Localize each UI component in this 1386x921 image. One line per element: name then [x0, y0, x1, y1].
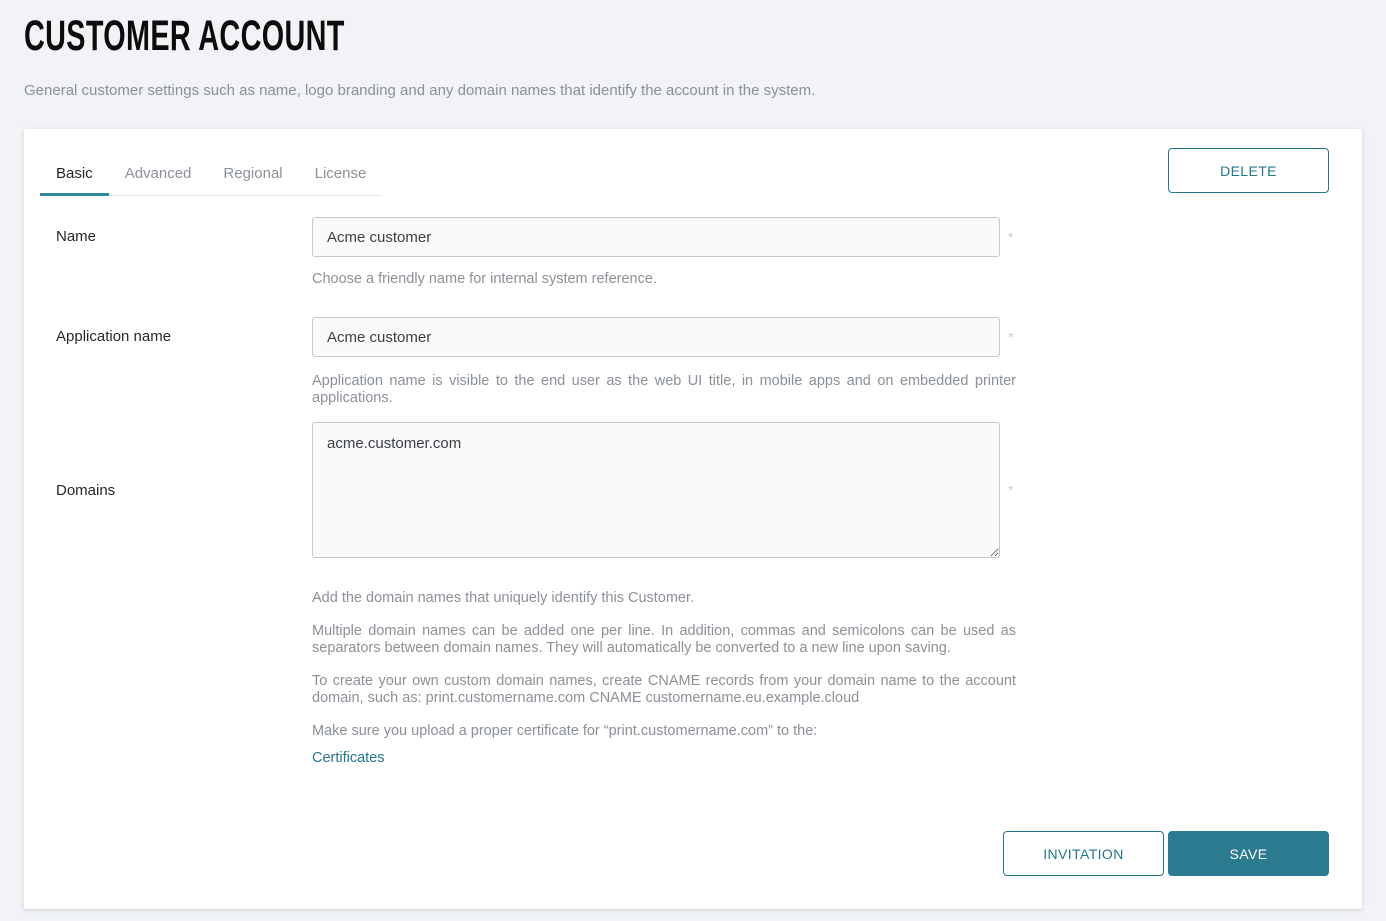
delete-button[interactable]: DELETE [1168, 148, 1329, 193]
domains-row [56, 422, 1329, 558]
card-header [56, 148, 1329, 196]
page-subtitle: General customer settings such as name, logo branding and any domain names that identify the account in the system. [24, 82, 816, 100]
domains-help-block [312, 590, 1329, 767]
domains-help-4: Make sure you upload a proper certificate for “print.customername.com” to the: [312, 723, 818, 740]
tab-license[interactable]: License [314, 165, 367, 183]
domains-textarea[interactable] [312, 422, 1000, 558]
required-marker: * [1008, 329, 1014, 346]
tab-bar [40, 155, 382, 196]
required-marker: * [1008, 229, 1014, 246]
customer-form [56, 217, 1329, 767]
tab-basic[interactable]: Basic [40, 155, 109, 195]
application-name-label: Application name [56, 328, 172, 346]
name-row [56, 217, 1329, 288]
domains-label: Domains [56, 481, 116, 499]
application-name-help: Application name is visible to the end user as the web UI title, in mobile apps and on embedded printer applications. [312, 373, 1016, 407]
page-title: CUSTOMER ACCOUNT [24, 12, 345, 60]
tab-advanced[interactable]: Advanced [124, 165, 192, 183]
name-input[interactable] [312, 217, 1000, 257]
application-name-input[interactable] [312, 317, 1000, 357]
domains-help-3: To create your own custom domain names, create CNAME records from your domain name to the account domain, such as: print.customername.com CNAME customername.eu.example.cloud [312, 673, 1016, 707]
certificates-link[interactable]: Certificates [312, 750, 385, 767]
save-button[interactable]: SAVE [1168, 831, 1329, 876]
settings-card [24, 129, 1362, 909]
footer-actions [56, 831, 1329, 876]
name-help: Choose a friendly name for internal system reference. [312, 271, 657, 288]
application-name-row [56, 317, 1329, 407]
domains-help-1: Add the domain names that uniquely identify this Customer. [312, 590, 695, 607]
required-marker: * [1008, 482, 1014, 499]
tab-regional[interactable]: Regional [223, 165, 283, 183]
name-label: Name [56, 228, 97, 246]
domains-help-2: Multiple domain names can be added one per line. In addition, commas and semicolons can be used as separators between domain names. They will automatically be converted to a new line upon saving. [312, 623, 1016, 657]
invitation-button[interactable]: INVITATION [1003, 831, 1164, 876]
